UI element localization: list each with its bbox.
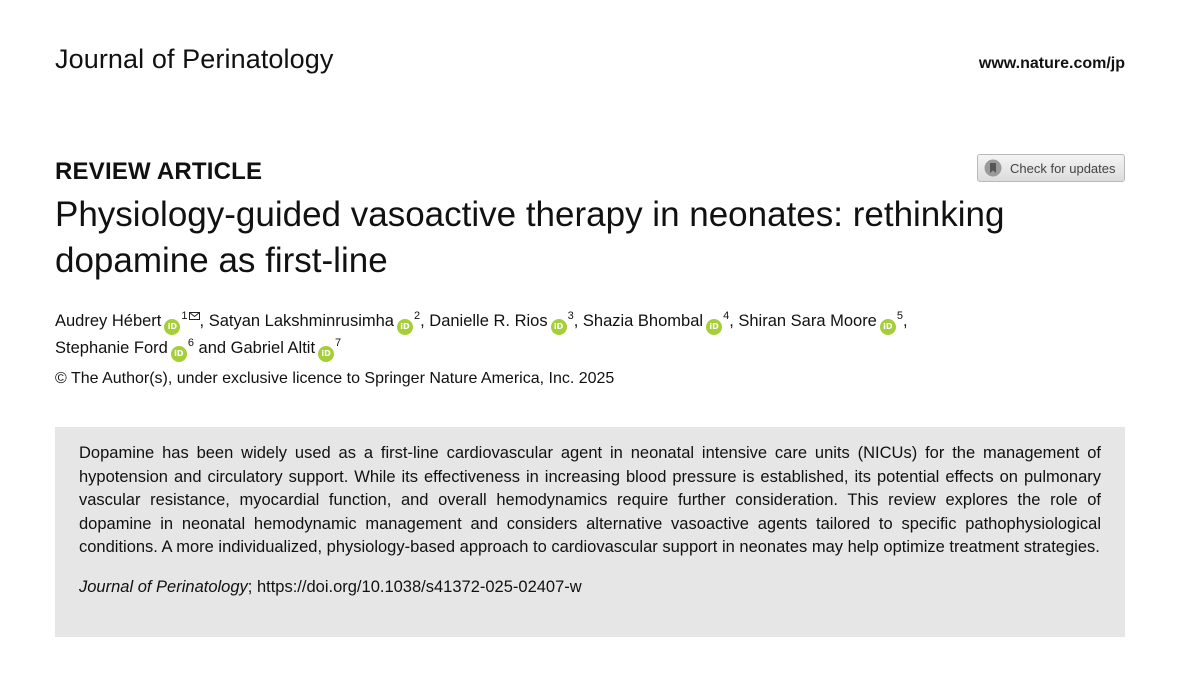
author-name[interactable]: Satyan Lakshminrusimha <box>208 312 394 330</box>
orcid-icon[interactable]: iD <box>397 319 413 335</box>
author-conjunction: and <box>198 339 227 357</box>
abstract-box <box>55 427 1125 637</box>
check-updates-icon <box>984 159 1002 177</box>
affiliation-number[interactable]: 1 <box>181 310 188 322</box>
article-type: REVIEW ARTICLE <box>55 158 263 185</box>
check-updates-label: Check for updates <box>1010 160 1116 176</box>
article-title: Physiology-guided vasoactive therapy in neonates: rethinking dopamine as first-line <box>55 195 1005 280</box>
affiliation-number[interactable]: 3 <box>567 310 574 322</box>
author-entry[interactable]: Danielle R. Rios $iD^3$, <box>429 312 578 330</box>
orcid-icon[interactable]: iD <box>551 319 567 335</box>
affiliation-number[interactable]: 6 <box>187 337 194 349</box>
journal-url-link[interactable]: www.nature.com/jp <box>978 55 1125 72</box>
author-list <box>55 302 1135 362</box>
orcid-icon[interactable]: iD <box>880 319 896 335</box>
author-name[interactable]: Stephanie Ford <box>55 339 168 357</box>
citation-journal: Journal of Perinatology <box>79 577 248 596</box>
author-entry[interactable]: Audrey Hébert $iD^1$ , <box>55 312 204 330</box>
author-name[interactable]: Danielle R. Rios <box>429 312 548 330</box>
author-entry[interactable]: Shazia Bhombal $iD^4$, <box>583 312 734 330</box>
author-name[interactable]: Gabriel Altit <box>230 339 316 357</box>
author-name[interactable]: Shazia Bhombal <box>582 312 704 330</box>
author-entry[interactable] <box>231 339 342 357</box>
orcid-icon[interactable]: iD <box>706 319 722 335</box>
author-entry[interactable] <box>55 339 194 357</box>
affiliation-number[interactable]: 2 <box>413 310 421 322</box>
orcid-icon[interactable]: iD <box>171 346 187 362</box>
orcid-icon[interactable]: iD <box>164 319 180 335</box>
affiliation-number[interactable]: 5 <box>896 310 903 322</box>
orcid-icon[interactable]: iD <box>318 346 334 362</box>
affiliation-number[interactable]: 7 <box>335 337 342 349</box>
author-entry[interactable]: Shiran Sara Moore $iD^5$, <box>738 312 907 330</box>
doi-link[interactable]: https://doi.org/10.1038/s41372-025-02407-w <box>256 577 582 596</box>
journal-name: Journal of Perinatology <box>55 44 334 74</box>
author-name[interactable]: Shiran Sara Moore <box>738 312 877 330</box>
affiliation-number[interactable]: 4 <box>723 310 730 322</box>
citation-line: Journal of Perinatology; https://doi.org/10.1038/s41372-025-02407-w <box>79 577 582 596</box>
author-name[interactable]: Audrey Hébert <box>55 312 162 330</box>
copyright-notice: © The Author(s), under exclusive licence to Springer Nature America, Inc. 2025 <box>55 370 615 387</box>
check-for-updates-button[interactable] <box>977 154 1125 182</box>
abstract-text: Dopamine has been widely used as a first-line cardiovascular agent in neonatal intensive care units (NICUs) for the management of hypotension and circulatory support. While its effectiveness in increasing blood pressure is established, its potential effects on pulmonary vascular resistance, myocardial function, and overall hemodynamics require further consideration. This review explores the role of dopamine in neonatal hemodynamic management and considers alternative vasoactive agents tailored to specific pathophysiological conditions. A more individualized, physiology-based approach to cardiovascular support in neonates may help optimize treatment strategies. <box>79 444 1101 556</box>
email-icon[interactable] <box>189 302 200 328</box>
author-entry[interactable]: Satyan Lakshminrusimha $iD^2$, <box>209 312 425 330</box>
